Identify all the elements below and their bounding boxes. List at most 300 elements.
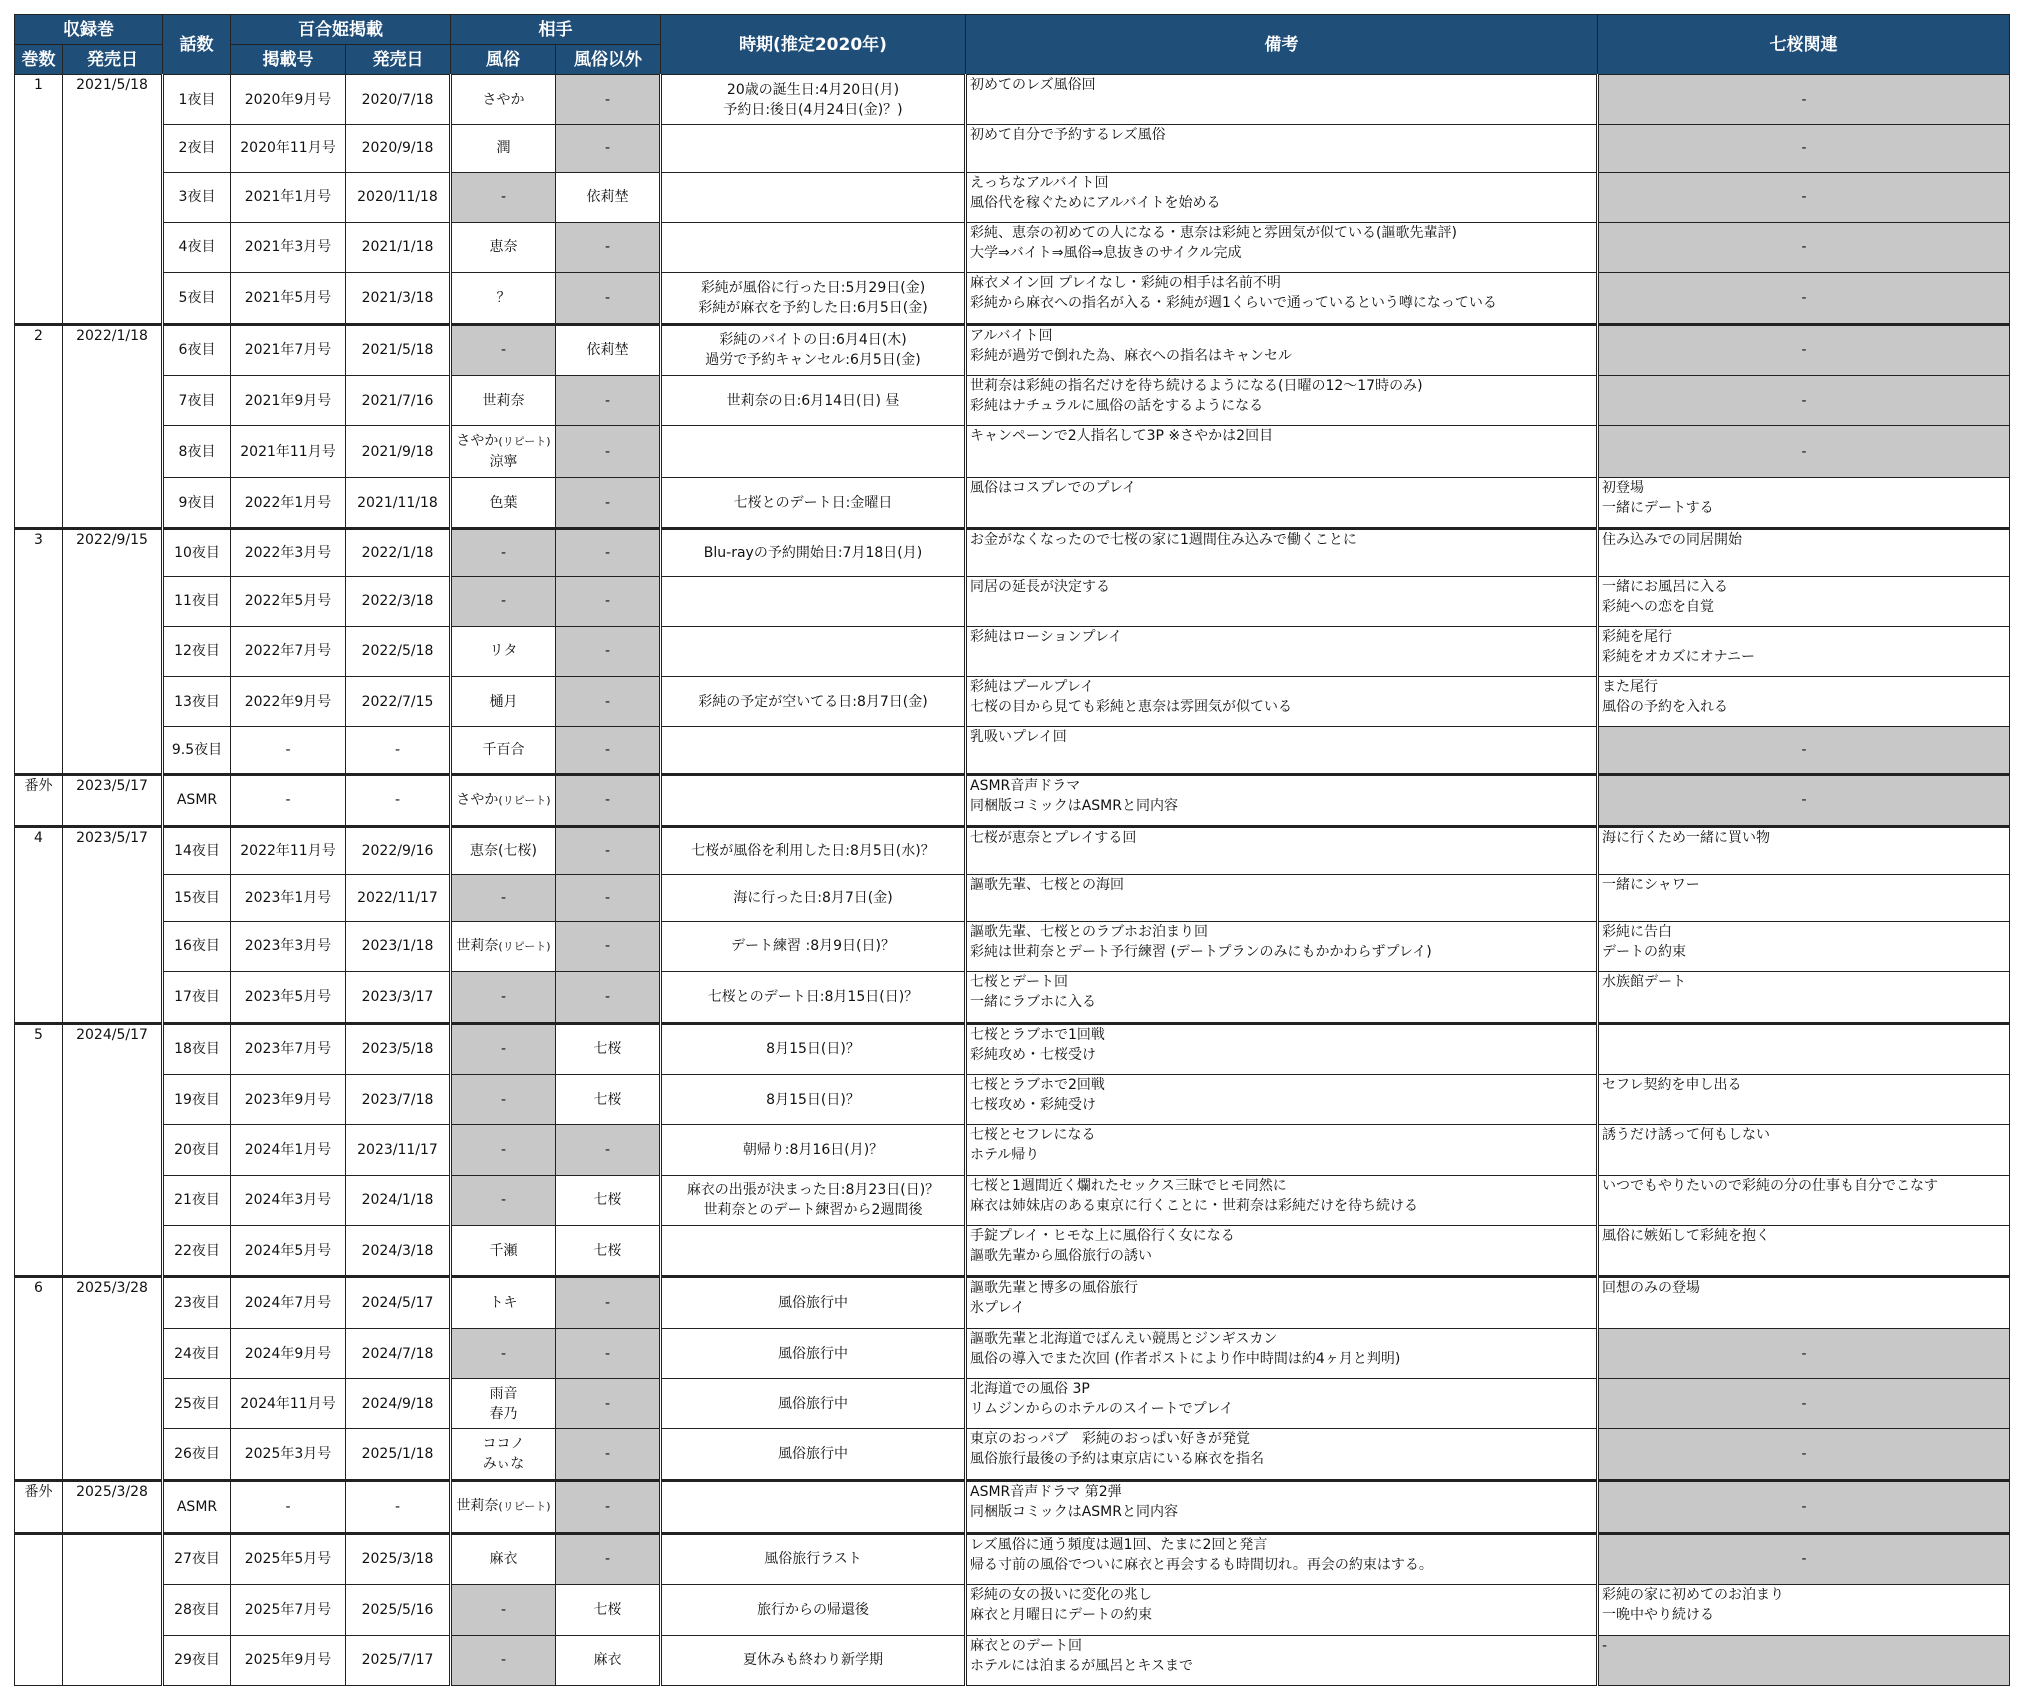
fuzoku-partner-name [455, 237, 552, 257]
non-fuzoku-partner: 七桜 [556, 1175, 661, 1225]
notes-cell [966, 1023, 1598, 1075]
period-cell [661, 273, 966, 325]
fuzoku-partner-name [455, 493, 552, 513]
period-cell [661, 1225, 966, 1277]
period-line: 七桜とのデート日:金曜日 [733, 494, 893, 511]
notes-cell [966, 921, 1598, 971]
nanasaku-cell [1598, 1379, 2010, 1429]
episode-number: 3夜目 [163, 172, 231, 222]
non-fuzoku-partner: 麻衣 [556, 1635, 661, 1686]
magazine-release-date: 2022/9/16 [346, 827, 451, 874]
fuzoku-partner [451, 529, 556, 576]
notes-line: 同梱版コミックはASMRと同内容 [970, 797, 1178, 814]
notes-line: 謳歌先輩と博多の風俗旅行 [970, 1280, 1138, 1297]
fuzoku-partner-text: さやか [482, 91, 525, 108]
non-fuzoku-partner: - [556, 727, 661, 774]
magazine-release-date: 2025/7/17 [346, 1635, 451, 1686]
episode-number: 14夜目 [163, 827, 231, 874]
fuzoku-partner-text: - [500, 1601, 507, 1618]
fuzoku-partner-name [455, 138, 552, 158]
notes-cell [966, 1125, 1598, 1175]
notes-line: 世莉奈は彩純の指名だけを待ち続けるようになる(日曜の12～17時のみ) [970, 378, 1423, 395]
volume-release-date: 2022/1/18 [63, 324, 163, 529]
nanasaku-line: - [1602, 1637, 1608, 1654]
fuzoku-partner-name [456, 792, 550, 808]
nanasaku-cell [1598, 1023, 2010, 1075]
volume-release-date: 2023/5/17 [63, 827, 163, 1023]
non-fuzoku-partner: 七桜 [556, 1023, 661, 1075]
fuzoku-partner-name [455, 692, 552, 712]
nanasaku-line: 誘うだけ誘って何もしない [1602, 1127, 1770, 1144]
nanasaku-cell [1598, 921, 2010, 971]
header-row-1 [15, 15, 2010, 45]
fuzoku-partner [451, 677, 556, 727]
magazine-release-date: 2023/5/18 [346, 1023, 451, 1075]
episode-number: ASMR [163, 1480, 231, 1533]
period-line: 世莉奈とのデート練習から2週間後 [703, 1202, 923, 1219]
period-cell [661, 1328, 966, 1378]
notes-line: 東京のおっパブ 彩純のおっぱい好きが発覚 [970, 1431, 1250, 1448]
notes-cell [966, 1277, 1598, 1329]
repeat-note: (リピート) [498, 939, 551, 953]
fuzoku-partner [451, 1635, 556, 1686]
non-fuzoku-partner: 七桜 [556, 1585, 661, 1635]
fuzoku-partner [451, 921, 556, 971]
nanasaku-line: 一緒にお風呂に入る [1602, 578, 1728, 595]
fuzoku-partner-text: - [500, 1142, 507, 1158]
non-fuzoku-partner: 依莉埜 [556, 324, 661, 376]
episode-table [14, 14, 2010, 1686]
fuzoku-partner-text: - [500, 189, 507, 206]
nanasaku-cell [1598, 626, 2010, 676]
episode-number: 8夜目 [163, 426, 231, 478]
period-cell [661, 677, 966, 727]
fuzoku-partner [451, 125, 556, 172]
header-notes: 備考 [966, 15, 1598, 75]
notes-line: 手錠プレイ・ヒモな上に風俗行く女になる [970, 1227, 1235, 1244]
nanasaku-line: 彩純の家に初めてのお泊まり [1602, 1587, 1784, 1604]
episode-number: 19夜目 [163, 1075, 231, 1125]
nanasaku-line: 水族館デート [1602, 974, 1686, 991]
nanasaku-cell [1598, 376, 2010, 426]
fuzoku-partner [451, 426, 556, 478]
table-row [15, 376, 2010, 426]
table-row [15, 1125, 2010, 1175]
magazine-issue: - [231, 1480, 346, 1533]
fuzoku-partner-text: 千百合 [482, 742, 525, 759]
period-cell [661, 1635, 966, 1686]
fuzoku-partner-text: 麻衣 [489, 1551, 518, 1568]
episode-number: 21夜目 [163, 1175, 231, 1225]
notes-line: 七桜の目から見ても彩純と恵奈は雰囲気が似ている [970, 699, 1292, 716]
notes-line: アルバイト回 [970, 327, 1053, 344]
fuzoku-partner [451, 477, 556, 529]
magazine-release-date: 2021/9/18 [346, 426, 451, 478]
volume-release-date: 2022/9/15 [63, 529, 163, 774]
fuzoku-partner-text: トキ [489, 1295, 518, 1312]
fuzoku-partner-name [455, 740, 552, 760]
nanasaku-line: - [1801, 742, 1807, 759]
period-cell [661, 1379, 966, 1429]
notes-cell [966, 972, 1598, 1024]
period-cell [661, 874, 966, 921]
magazine-issue: 2025年7月号 [231, 1585, 346, 1635]
magazine-release-date: 2022/7/15 [346, 677, 451, 727]
period-line: 風俗旅行ラスト [764, 1551, 862, 1568]
non-fuzoku-partner: - [556, 1277, 661, 1329]
episode-number: 28夜目 [163, 1585, 231, 1635]
fuzoku-partner-name [455, 391, 552, 411]
nanasaku-cell [1598, 774, 2010, 827]
episode-number: 13夜目 [163, 677, 231, 727]
fuzoku-partner [451, 273, 556, 325]
fuzoku-partner-name [456, 1498, 550, 1514]
table-row [15, 324, 2010, 376]
period-cell [661, 1533, 966, 1585]
notes-line: 麻衣メイン回 プレイなし・彩純の相手は名前不明 [970, 275, 1281, 292]
period-cell [661, 1585, 966, 1635]
period-cell [661, 477, 966, 529]
notes-line: えっちなアルバイト回 [970, 174, 1109, 191]
table-row [15, 677, 2010, 727]
nanasaku-cell [1598, 1277, 2010, 1329]
non-fuzoku-partner: - [556, 677, 661, 727]
period-cell [661, 376, 966, 426]
episode-number: 15夜目 [163, 874, 231, 921]
nanasaku-cell [1598, 1225, 2010, 1277]
fuzoku-partner-text: - [500, 1345, 507, 1362]
volume-number: 2 [15, 324, 63, 529]
period-line: 海に行った日:8月7日(金) [733, 889, 893, 906]
period-cell [661, 172, 966, 222]
nanasaku-line: - [1801, 1446, 1807, 1463]
fuzoku-partner-text: 世莉奈 [482, 392, 525, 409]
non-fuzoku-partner: - [556, 273, 661, 325]
episode-number: 22夜目 [163, 1225, 231, 1277]
notes-line: 七桜とデート回 [970, 974, 1068, 991]
notes-line: ホテル帰り [970, 1147, 1040, 1164]
notes-cell [966, 1225, 1598, 1277]
magazine-release-date: 2022/5/18 [346, 626, 451, 676]
nanasaku-cell [1598, 1429, 2010, 1481]
notes-line: 麻衣と月曜日にデートの約束 [970, 1607, 1152, 1624]
fuzoku-partner-text: 恵奈 [489, 239, 518, 256]
magazine-issue: 2020年11月号 [231, 125, 346, 172]
notes-cell [966, 1585, 1598, 1635]
fuzoku-partner-name [455, 431, 552, 452]
magazine-issue: 2020年9月号 [231, 75, 346, 125]
notes-line: 謳歌先輩と北海道でばんえい競馬とジンギスカン [970, 1330, 1278, 1347]
magazine-release-date: - [346, 727, 451, 774]
fuzoku-partner-text: - [500, 1091, 507, 1108]
non-fuzoku-partner: - [556, 1379, 661, 1429]
notes-line: 風俗の導入でまた次回 (作者ポストにより作中時間は約4ヶ月と判明) [970, 1350, 1401, 1367]
nanasaku-line: - [1801, 91, 1807, 108]
notes-line: レズ風俗に通う頻度は週1回、たまに2回と発言 [970, 1536, 1268, 1553]
episode-number: 7夜目 [163, 376, 231, 426]
fuzoku-partner-text: さやか [456, 791, 499, 808]
fuzoku-partner [451, 1328, 556, 1378]
nanasaku-line: 風俗に嫉妬して彩純を抱く [1602, 1227, 1770, 1244]
repeat-note: (リピート) [498, 793, 551, 807]
episode-number: 9.5夜目 [163, 727, 231, 774]
notes-cell [966, 75, 1598, 125]
fuzoku-partner-text: 千瀬 [489, 1242, 518, 1259]
fuzoku-partner [451, 1125, 556, 1175]
magazine-issue: 2022年3月号 [231, 529, 346, 576]
table-row [15, 1023, 2010, 1075]
notes-line: 初めて自分で予約するレズ風俗 [970, 127, 1166, 144]
nanasaku-line: 風俗の予約を入れる [1602, 699, 1728, 716]
nanasaku-line: - [1801, 342, 1807, 359]
episode-number: 16夜目 [163, 921, 231, 971]
notes-line: 七桜とラブホで2回戦 [970, 1077, 1105, 1094]
magazine-release-date: 2021/5/18 [346, 324, 451, 376]
fuzoku-partner-name [455, 1241, 552, 1261]
table-row [15, 529, 2010, 576]
fuzoku-partner [451, 774, 556, 827]
notes-cell [966, 477, 1598, 529]
nanasaku-cell [1598, 1635, 2010, 1686]
nanasaku-line: - [1801, 1498, 1807, 1515]
magazine-issue: 2025年3月号 [231, 1429, 346, 1481]
period-cell [661, 626, 966, 676]
table-row [15, 1175, 2010, 1225]
notes-cell [966, 1328, 1598, 1378]
magazine-release-date: 2024/3/18 [346, 1225, 451, 1277]
magazine-issue: 2024年9月号 [231, 1328, 346, 1378]
nanasaku-line: - [1801, 392, 1807, 409]
fuzoku-partner-text: 世莉奈 [456, 937, 499, 954]
episode-number: 25夜目 [163, 1379, 231, 1429]
period-line: 麻衣の出張が決まった日:8月23日(日)？ [686, 1182, 940, 1199]
table-row [15, 972, 2010, 1024]
period-line: 世莉奈の日:6月14日(日) 昼 [726, 392, 900, 409]
volume-release-date: 2021/5/18 [63, 75, 163, 325]
period-cell [661, 1277, 966, 1329]
magazine-issue: 2023年7月号 [231, 1023, 346, 1075]
non-fuzoku-partner: - [556, 1125, 661, 1175]
nanasaku-cell [1598, 426, 2010, 478]
period-line: 彩純が風俗に行った日:5月29日(金) [700, 279, 926, 296]
table-row [15, 1075, 2010, 1125]
notes-cell [966, 1175, 1598, 1225]
nanasaku-line: また尾行 [1602, 679, 1658, 696]
magazine-issue: 2024年3月号 [231, 1175, 346, 1225]
fuzoku-partner-name [455, 1454, 552, 1474]
fuzoku-partner [451, 222, 556, 272]
fuzoku-partner-name [456, 938, 550, 954]
fuzoku-partner [451, 972, 556, 1024]
fuzoku-partner-text: リタ [489, 643, 518, 660]
notes-cell [966, 727, 1598, 774]
fuzoku-partner-text: 世莉奈 [456, 1498, 499, 1515]
magazine-release-date: 2022/1/18 [346, 529, 451, 576]
notes-cell [966, 172, 1598, 222]
notes-line: 麻衣とのデート回 [970, 1637, 1082, 1654]
period-line: 8月15日(日)？ [766, 1041, 860, 1058]
volume-number: 4 [15, 827, 63, 1023]
period-cell [661, 75, 966, 125]
fuzoku-partner-name [455, 1344, 552, 1364]
notes-line: 麻衣は姉妹店のある東京に行くことに・世莉奈は彩純だけを待ち続ける [970, 1197, 1418, 1214]
nanasaku-line: - [1801, 1551, 1807, 1568]
magazine-issue: 2025年5月号 [231, 1533, 346, 1585]
notes-cell [966, 774, 1598, 827]
non-fuzoku-partner: - [556, 125, 661, 172]
nanasaku-cell [1598, 273, 2010, 325]
non-fuzoku-partner: - [556, 626, 661, 676]
period-line: 8月15日(日)？ [766, 1091, 860, 1108]
magazine-release-date: 2021/11/18 [346, 477, 451, 529]
nanasaku-line: - [1801, 443, 1807, 460]
fuzoku-partner-name [455, 1090, 552, 1110]
magazine-issue: - [231, 774, 346, 827]
period-line: 七桜とのデート日:8月15日(日)？ [707, 988, 919, 1005]
notes-line: 風俗旅行最後の予約は東京店にいる麻衣を指名 [970, 1451, 1264, 1468]
header-fuzoku: 風俗 [451, 45, 556, 75]
notes-cell [966, 426, 1598, 478]
nanasaku-cell [1598, 1125, 2010, 1175]
volume-number [15, 1533, 63, 1685]
non-fuzoku-partner: - [556, 477, 661, 529]
period-line: 旅行からの帰還後 [757, 1601, 869, 1618]
nanasaku-cell [1598, 1585, 2010, 1635]
magazine-release-date: 2020/7/18 [346, 75, 451, 125]
notes-cell [966, 324, 1598, 376]
episode-number: 10夜目 [163, 529, 231, 576]
nanasaku-cell [1598, 529, 2010, 576]
nanasaku-line: - [1801, 289, 1807, 306]
episode-number: 4夜目 [163, 222, 231, 272]
table-row [15, 921, 2010, 971]
fuzoku-partner-text: 樋月 [489, 693, 518, 710]
period-cell [661, 426, 966, 478]
header-partner: 相手 [451, 15, 661, 45]
period-cell [661, 125, 966, 172]
notes-line: 同梱版コミックはASMRと同内容 [970, 1503, 1178, 1520]
fuzoku-partner [451, 1075, 556, 1125]
nanasaku-line: 彩純に告白 [1602, 923, 1672, 940]
fuzoku-partner-name [455, 1293, 552, 1313]
notes-cell [966, 529, 1598, 576]
nanasaku-cell [1598, 125, 2010, 172]
period-cell [661, 1429, 966, 1481]
period-line: 夏休みも終わり新学期 [743, 1652, 883, 1669]
table-row [15, 1225, 2010, 1277]
notes-line: 彩純、恵奈の初めての人になる・恵奈は彩純と雰囲気が似ている(謳歌先輩評) [970, 224, 1457, 241]
magazine-release-date: 2023/1/18 [346, 921, 451, 971]
magazine-release-date: 2025/3/18 [346, 1533, 451, 1585]
period-cell [661, 324, 966, 376]
period-cell [661, 1023, 966, 1075]
nanasaku-line: - [1801, 140, 1807, 157]
fuzoku-partner-name [455, 1549, 552, 1569]
magazine-release-date: 2021/3/18 [346, 273, 451, 325]
notes-line: 乳吸いプレイ回 [970, 729, 1067, 746]
magazine-release-date: 2024/9/18 [346, 1379, 451, 1429]
period-cell [661, 1175, 966, 1225]
fuzoku-partner [451, 376, 556, 426]
table-row [15, 1379, 2010, 1429]
notes-line: 彩純が過労で倒れた為、麻衣への指名はキャンセル [970, 347, 1292, 364]
header-vol-no: 巻数 [15, 45, 63, 75]
notes-cell [966, 1533, 1598, 1585]
period-line: 彩純のバイトの日:6月4日(木) [719, 332, 907, 349]
header-period: 時期(推定2020年) [661, 15, 966, 75]
fuzoku-partner [451, 1585, 556, 1635]
volume-release-date: 2025/3/28 [63, 1480, 163, 1533]
fuzoku-partner-text: - [500, 593, 507, 610]
fuzoku-partner [451, 324, 556, 376]
notes-line: 彩純はナチュラルに風俗の話をするようになる [970, 398, 1264, 415]
notes-line: キャンペーンで2人指名して3P ※さやかは2回目 [970, 428, 1274, 445]
fuzoku-partner-text: - [500, 1652, 507, 1669]
episode-number: 27夜目 [163, 1533, 231, 1585]
non-fuzoku-partner: - [556, 529, 661, 576]
notes-line: 七桜が恵奈とプレイする回 [970, 830, 1137, 847]
magazine-release-date: 2020/9/18 [346, 125, 451, 172]
notes-cell [966, 376, 1598, 426]
volume-release-date: 2023/5/17 [63, 774, 163, 827]
fuzoku-partner-name [455, 1650, 552, 1670]
magazine-issue: 2021年11月号 [231, 426, 346, 478]
period-cell [661, 921, 966, 971]
non-fuzoku-partner: - [556, 827, 661, 874]
nanasaku-line: いつでもやりたいので彩純の分の仕事も自分でこなす [1602, 1177, 1938, 1194]
episode-number: 9夜目 [163, 477, 231, 529]
magazine-issue: 2024年1月号 [231, 1125, 346, 1175]
header-non-fuzoku: 風俗以外 [556, 45, 661, 75]
fuzoku-partner [451, 1533, 556, 1585]
notes-line: 彩純はプールプレイ [970, 679, 1095, 696]
nanasaku-cell [1598, 477, 2010, 529]
notes-line: 彩純は世莉奈とデート予行練習 (デートプランのみにもかかわらずプレイ) [970, 943, 1432, 960]
notes-line: 風俗はコスプレでのプレイ [970, 479, 1137, 496]
notes-line: ホテルには泊まるが風呂とキスまで [970, 1657, 1194, 1674]
notes-cell [966, 1075, 1598, 1125]
period-line: 彩純の予定が空いてる日:8月7日(金) [698, 693, 928, 710]
fuzoku-partner-name [455, 288, 552, 308]
episode-number: 24夜目 [163, 1328, 231, 1378]
nanasaku-line: - [1801, 792, 1807, 809]
nanasaku-line: 回想のみの登場 [1602, 1280, 1700, 1297]
table-row [15, 426, 2010, 478]
table-row [15, 576, 2010, 626]
header-volume: 収録巻 [15, 15, 163, 45]
fuzoku-partner-name [455, 340, 552, 360]
magazine-issue: 2022年5月号 [231, 576, 346, 626]
notes-line: 彩純攻め・七桜受け [970, 1046, 1096, 1063]
nanasaku-cell [1598, 827, 2010, 874]
table-row [15, 1480, 2010, 1533]
period-line: 風俗旅行中 [778, 1395, 848, 1412]
notes-line: お金がなくなったので七桜の家に1週間住み込みで働くことに [970, 532, 1357, 549]
non-fuzoku-partner: 七桜 [556, 1075, 661, 1125]
notes-line: 七桜とラブホで1回戦 [970, 1026, 1105, 1043]
table-row [15, 273, 2010, 325]
magazine-release-date: 2023/3/17 [346, 972, 451, 1024]
repeat-note: (リピート) [498, 435, 551, 449]
header-nanasaku: 七桜関連 [1598, 15, 2010, 75]
fuzoku-partner [451, 1175, 556, 1225]
nanasaku-line: 彩純への恋を自覚 [1602, 598, 1714, 615]
volume-number: 5 [15, 1023, 63, 1277]
header-magazine: 百合姫掲載 [231, 15, 451, 45]
non-fuzoku-partner: - [556, 576, 661, 626]
magazine-release-date: 2023/11/17 [346, 1125, 451, 1175]
nanasaku-cell [1598, 677, 2010, 727]
